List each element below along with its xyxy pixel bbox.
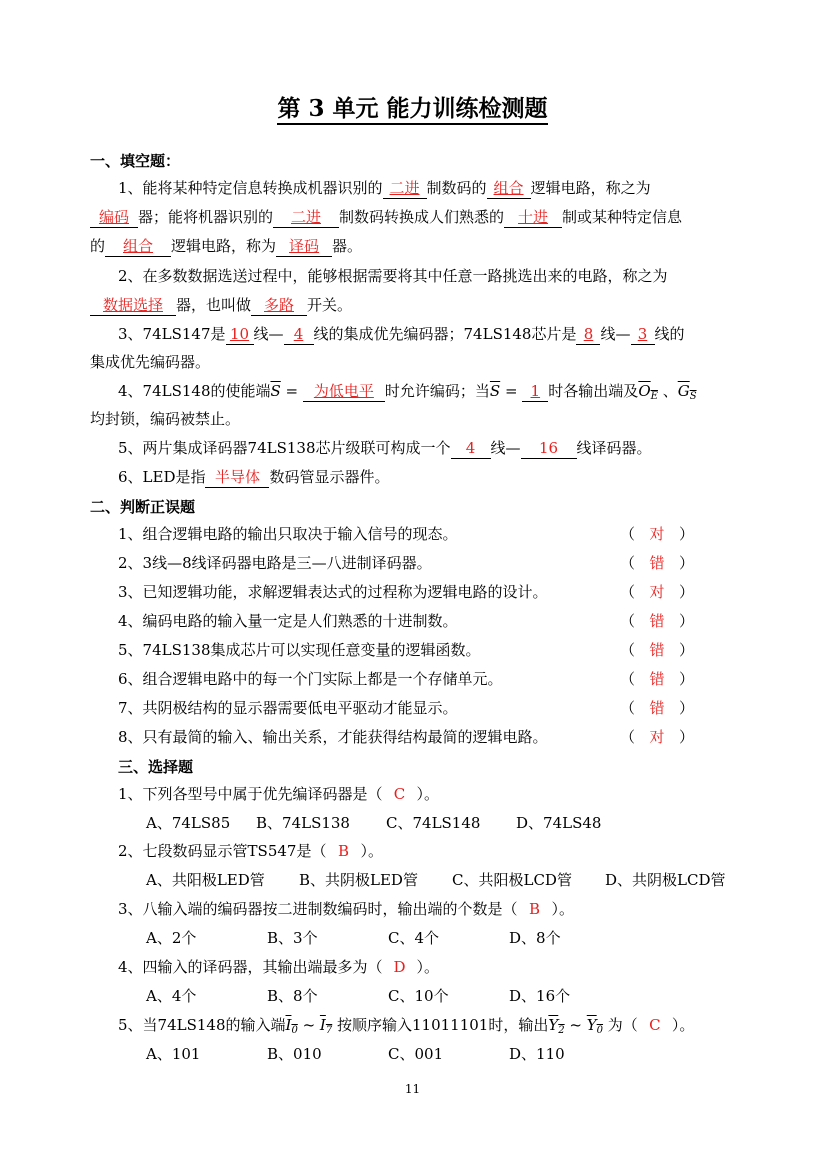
answer-blank: 1 <box>522 381 548 402</box>
tf-item: 3、已知逻辑功能，求解逻辑表达式的过程称为逻辑电路的设计。 <box>118 583 548 601</box>
answer-blank: 3 <box>631 324 655 345</box>
page-title: 第 3 单元 能力训练检测题 <box>0 90 825 123</box>
q2-line2: 数据选择 器，也叫做 多路 开关。 <box>90 295 352 316</box>
choice-q1-stem: 1、下列各型号中属于优先编译码器是（ C ）。 <box>118 785 440 803</box>
answer-blank: 4 <box>451 438 491 459</box>
tf-answer: （ 对 ） <box>620 728 695 746</box>
q2-line1: 2、在多数数据选送过程中，能够根据需要将其中任意一路挑选出来的电路，称之为 <box>118 267 668 285</box>
tf-answer: （ 对 ） <box>620 525 695 543</box>
choice-q1-options: A、74LS85 B、74LS138 C、74LS148 D、74LS48 <box>146 814 602 832</box>
choice-q2-stem: 2、七段数码显示管TS547是（ B ）。 <box>118 842 383 860</box>
y2-bar-symbol: $Y_2$ <box>548 1016 565 1036</box>
choice-answer: B <box>529 900 541 918</box>
answer-blank: 半导体 <box>205 467 269 488</box>
page-number: 11 <box>404 1082 421 1096</box>
tf-item: 6、组合逻辑电路中的每一个门实际上都是一个存储单元。 <box>118 670 503 688</box>
tf-answer: （ 错 ） <box>620 670 695 688</box>
answer-blank: 二进 <box>273 207 339 228</box>
choice-answer: D <box>393 958 406 976</box>
tf-item: 7、共阴极结构的显示器需要低电平驱动才能显示。 <box>118 699 458 717</box>
choice-q3-options: A、2个 B、3个 C、4个 D、8个 <box>146 929 561 947</box>
tf-answer: （ 错 ） <box>620 699 695 717</box>
answer-blank: 多路 <box>251 295 307 316</box>
i7-bar-symbol: $I_7$ <box>319 1016 333 1036</box>
answer-blank: 16 <box>521 438 577 459</box>
tf-item: 5、74LS138集成芯片可以实现任意变量的逻辑函数。 <box>118 641 481 659</box>
tf-answer: （ 错 ） <box>620 612 695 630</box>
tf-answer: （ 错 ） <box>620 641 695 659</box>
q1-line2: 编码 器；能将机器识别的 二进 制数码转换成人们熟悉的 十进 制或某种特定信息 <box>90 207 682 228</box>
section-fill-in-heading: 一、填空题： <box>90 152 181 170</box>
q4-line2: 均封锁，编码被禁止。 <box>90 410 241 428</box>
choice-answer: B <box>337 842 349 860</box>
tf-item: 2、3线—8线译码器电路是三—八进制译码器。 <box>118 554 432 572</box>
gs-bar-symbol: $G_S$ <box>677 382 697 402</box>
answer-blank: 为低电平 <box>303 381 385 402</box>
q6-line: 6、LED是指 半导体 数码管显示器件。 <box>118 468 390 486</box>
tf-item: 4、编码电路的输入量一定是人们熟悉的十进制数。 <box>118 612 458 630</box>
answer-blank: 组合 <box>105 236 171 257</box>
answer-blank: 译码 <box>276 236 332 257</box>
tf-item: 1、组合逻辑电路的输出只取决于输入信号的现态。 <box>118 525 458 543</box>
tf-answer: （ 错 ） <box>620 554 695 572</box>
s-bar-symbol: $\overline{S}$ <box>489 382 501 400</box>
i0-bar-symbol: $I_0$ <box>285 1016 298 1036</box>
answer-blank: 编码 <box>90 207 138 228</box>
choice-q5-stem: 5、当74LS148的输入端$I_0$ ~ $I_7$ 按顺序输入11011101时，输出$Y_2$ ~ $Y_0$ 为（ C ）。 <box>118 1016 695 1036</box>
y0-bar-symbol: $Y_0$ <box>586 1016 604 1036</box>
q3-line2: 集成优先编码器。 <box>90 353 211 371</box>
choice-q4-stem: 4、四输入的译码器，其输出端最多为（ D ）。 <box>118 958 440 976</box>
choice-q3-stem: 3、八输入端的编码器按二进制数编码时，输出端的个数是（ B ）。 <box>118 900 575 918</box>
tf-answer: （ 对 ） <box>620 583 695 601</box>
tf-item: 8、只有最简的输入、输出关系，才能获得结构最简的逻辑电路。 <box>118 728 548 746</box>
q1-line3: 的 组合 逻辑电路，称为 译码 器。 <box>90 237 363 255</box>
q4-line1: 4、74LS148的使能端$\overline{S}$ = 为低电平 时允许编码；当$\overline{S} = 1$ 时各输出端及$O_E$ 、$G_S$ <box>118 382 697 402</box>
q3-line1: 3、74LS147是 10 线— 4 线的集成优先编码器；74LS148芯片是 8 线— 3 线的 <box>118 325 685 343</box>
answer-blank: 数据选择 <box>90 295 176 316</box>
answer-blank: 8 <box>576 324 600 345</box>
section-true-false-heading: 二、判断正误题 <box>90 498 196 516</box>
choice-q4-options: A、4个 B、8个 C、10个 D、16个 <box>146 987 571 1005</box>
q1-line1: 1、能将某种特定信息转换成机器识别的 二进 制数码的 组合 逻辑电路，称之为 <box>118 179 651 197</box>
oe-bar-symbol: $O_E$ <box>638 382 658 402</box>
answer-blank: 组合 <box>487 178 531 199</box>
choice-q2-options: A、共阳极LED管 B、共阴极LED管 C、共阳极LCD管 D、共阴极LCD管 <box>146 871 726 889</box>
choice-answer: C <box>393 785 406 803</box>
answer-blank: 十进 <box>504 207 562 228</box>
answer-blank: 4 <box>284 324 314 345</box>
q5-line: 5、两片集成译码器74LS138芯片级联可构成一个 4 线— 16 线译码器。 <box>118 439 652 457</box>
choice-answer: C <box>649 1016 661 1034</box>
section-choice-heading: 三、选择题 <box>118 758 194 776</box>
s-bar-symbol: $\overline{S}$ <box>270 382 281 400</box>
choice-q5-options: A、101 B、010 C、001 D、110 <box>146 1045 565 1063</box>
answer-blank: 二进 <box>383 178 427 199</box>
answer-blank: 10 <box>226 324 254 345</box>
